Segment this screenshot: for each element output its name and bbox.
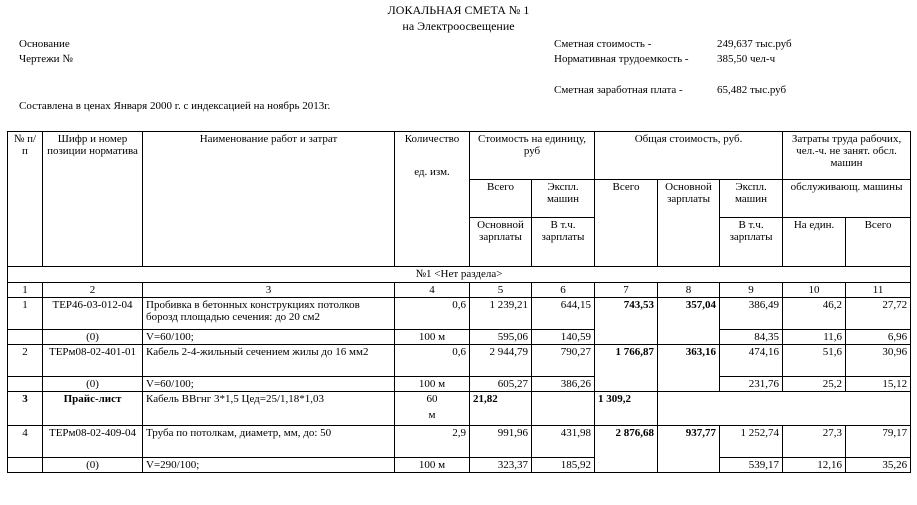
salary-label: Сметная заработная плата - [554, 84, 683, 96]
col-header-base-salary-short: Основной зарплаты [470, 218, 532, 267]
col-header-total-cost: Общая стоимость, руб. [595, 132, 783, 180]
subrow-total-incl-salary: 539,17 [720, 458, 783, 473]
col-header-unit-cost: Стоимость на единицу, руб [470, 132, 595, 180]
subrow-base-salary: 605,27 [470, 377, 532, 392]
row-total-salary: 937,77 [658, 426, 720, 473]
subrow-unit: 100 м [395, 330, 470, 345]
subrow-code: (0) [43, 377, 143, 392]
subrow-unit: 100 м [395, 377, 470, 392]
col-number: 9 [720, 283, 783, 298]
col-number: 2 [43, 283, 143, 298]
subrow-labor-total: 6,96 [846, 330, 911, 345]
table-subrow [8, 377, 911, 392]
col-header-base-salary: Основной зарплаты [658, 180, 720, 267]
col-header-incl-salary: В т.ч. зарплаты [532, 218, 595, 267]
col-header-name: Наименование работ и затрат [143, 132, 395, 267]
document-title: ЛОКАЛЬНАЯ СМЕТА № 1 [387, 3, 530, 17]
col-header-all2: Всего [595, 180, 658, 267]
row-unit-cost-machines: 644,15 [532, 298, 595, 330]
row-total-machines: 386,49 [720, 298, 783, 330]
subrow-name: V=60/100; [143, 377, 395, 392]
subrow-incl-salary: 185,92 [532, 458, 595, 473]
col-header-incl-salary2: В т.ч. зарплаты [720, 218, 783, 267]
cost-label: Сметная стоимость - [554, 38, 652, 50]
row-unit-cost-machines: 431,98 [532, 426, 595, 458]
row-qty: 60 [426, 393, 438, 405]
col-header-qty [395, 132, 470, 218]
section-title: №1 <Нет раздела> [8, 267, 911, 283]
row-name: Кабель 2-4-жильный сечением жилы до 16 мм2 [143, 345, 395, 377]
row-num: 2 [8, 345, 43, 377]
row-unit: м [428, 409, 436, 421]
table-row [8, 345, 911, 377]
subrow-total-incl-salary: 84,35 [720, 330, 783, 345]
estimate-table [7, 131, 911, 473]
row-total-machines: 1 252,74 [720, 426, 783, 458]
subrow-num-blank [8, 330, 43, 345]
col-number: 5 [470, 283, 532, 298]
row-total-machines: 474,16 [720, 345, 783, 377]
row-rest-blank [658, 392, 911, 426]
col-number: 6 [532, 283, 595, 298]
row-total-all: 2 876,68 [595, 426, 658, 473]
row-name: Труба по потолкам, диаметр, мм, до: 50 [143, 426, 395, 458]
row-unit-cost-all: 991,96 [470, 426, 532, 458]
document-subtitle: на Электроосвещение [402, 19, 515, 33]
row-total-salary: 357,04 [658, 298, 720, 345]
col-header-machines2: Экспл. машин [720, 180, 783, 218]
row-qty-cell [395, 392, 470, 426]
subrow-labor-unit: 12,16 [783, 458, 846, 473]
row-code: ТЕРм08-02-409-04 [43, 426, 143, 458]
subrow-code: (0) [43, 330, 143, 345]
col-header-qty-blank [395, 218, 470, 267]
row-qty: 0,6 [395, 298, 470, 330]
row-labor-unit: 46,2 [783, 298, 846, 330]
row-total-salary: 363,16 [658, 345, 720, 392]
subrow-base-salary: 323,37 [470, 458, 532, 473]
row-labor-total: 30,96 [846, 345, 911, 377]
column-numbers-row [8, 283, 911, 298]
col-number: 11 [846, 283, 911, 298]
col-header-code: Шифр и номер позиции норматива [43, 132, 143, 267]
col-header-serv-machines: обслуживающ. машины [783, 180, 911, 218]
col-header-num: № п/п [8, 132, 43, 267]
subrow-labor-unit: 11,6 [783, 330, 846, 345]
basis-label: Основание [19, 38, 70, 50]
row-labor-unit: 51,6 [783, 345, 846, 377]
row-qty: 0,6 [395, 345, 470, 377]
col-header-per-unit: На един. [783, 218, 846, 267]
row-unit-cost-machines-blank [532, 392, 595, 426]
row-num: 3 [8, 392, 43, 426]
subrow-unit: 100 м [395, 458, 470, 473]
col-header-machines: Экспл. машин [532, 180, 595, 218]
subrow-name: V=290/100; [143, 458, 395, 473]
col-header-labor: Затраты труда рабочих, чел.-ч. не занят. обсл. машин [783, 132, 911, 180]
subrow-code: (0) [43, 458, 143, 473]
row-num: 4 [8, 426, 43, 458]
col-header-all: Всего [470, 180, 532, 218]
row-num: 1 [8, 298, 43, 330]
row-name: Пробивка в бетонных конструкциях потолков борозд площадью сечения: до 20 см2 [143, 298, 395, 330]
col-number: 1 [8, 283, 43, 298]
table-row [8, 392, 911, 426]
labor-label: Нормативная трудоемкость - [554, 53, 689, 65]
drawings-label: Чертежи № [19, 53, 73, 65]
cost-value: 249,637 тыс.руб [717, 38, 792, 50]
subrow-labor-unit: 25,2 [783, 377, 846, 392]
row-unit-cost-all: 2 944,79 [470, 345, 532, 377]
subrow-incl-salary: 140,59 [532, 330, 595, 345]
subrow-num-blank [8, 458, 43, 473]
subrow-name: V=60/100; [143, 330, 395, 345]
table-subrow [8, 458, 911, 473]
subrow-labor-total: 35,26 [846, 458, 911, 473]
subrow-base-salary: 595,06 [470, 330, 532, 345]
row-unit-cost-machines: 790,27 [532, 345, 595, 377]
subrow-total-incl-salary: 231,76 [720, 377, 783, 392]
col-header-all3: Всего [846, 218, 911, 267]
row-code: ТЕРм08-02-401-01 [43, 345, 143, 377]
row-code: ТЕР46-03-012-04 [43, 298, 143, 330]
table-subrow [8, 330, 911, 345]
row-total-all: 743,53 [595, 298, 658, 345]
prices-note: Составлена в ценах Января 2000 г. с индексацией на ноябрь 2013г. [19, 100, 331, 112]
col-number: 4 [395, 283, 470, 298]
row-labor-unit: 27,3 [783, 426, 846, 458]
col-number: 10 [783, 283, 846, 298]
subrow-labor-total: 15,12 [846, 377, 911, 392]
row-unit-cost-all: 21,82 [470, 392, 532, 426]
col-number: 8 [658, 283, 720, 298]
col-number: 7 [595, 283, 658, 298]
row-labor-total: 27,72 [846, 298, 911, 330]
table-row [8, 298, 911, 330]
table-row [8, 426, 911, 458]
subrow-num-blank [8, 377, 43, 392]
row-qty: 2,9 [395, 426, 470, 458]
labor-value: 385,50 чел-ч [717, 53, 776, 65]
row-labor-total: 79,17 [846, 426, 911, 458]
row-name: Кабель ВВгнг 3*1,5 Цед=25/1,18*1,03 [143, 392, 395, 426]
salary-value: 65,482 тыс.руб [717, 84, 787, 96]
col-header-unit: ед. изм. [414, 166, 450, 178]
row-code: Прайс-лист [43, 392, 143, 426]
row-total-all: 1 309,2 [595, 392, 658, 426]
col-number: 3 [143, 283, 395, 298]
row-total-all: 1 766,87 [595, 345, 658, 392]
row-unit-cost-all: 1 239,21 [470, 298, 532, 330]
col-header-qty-label: Количество [404, 133, 460, 145]
subrow-incl-salary: 386,26 [532, 377, 595, 392]
